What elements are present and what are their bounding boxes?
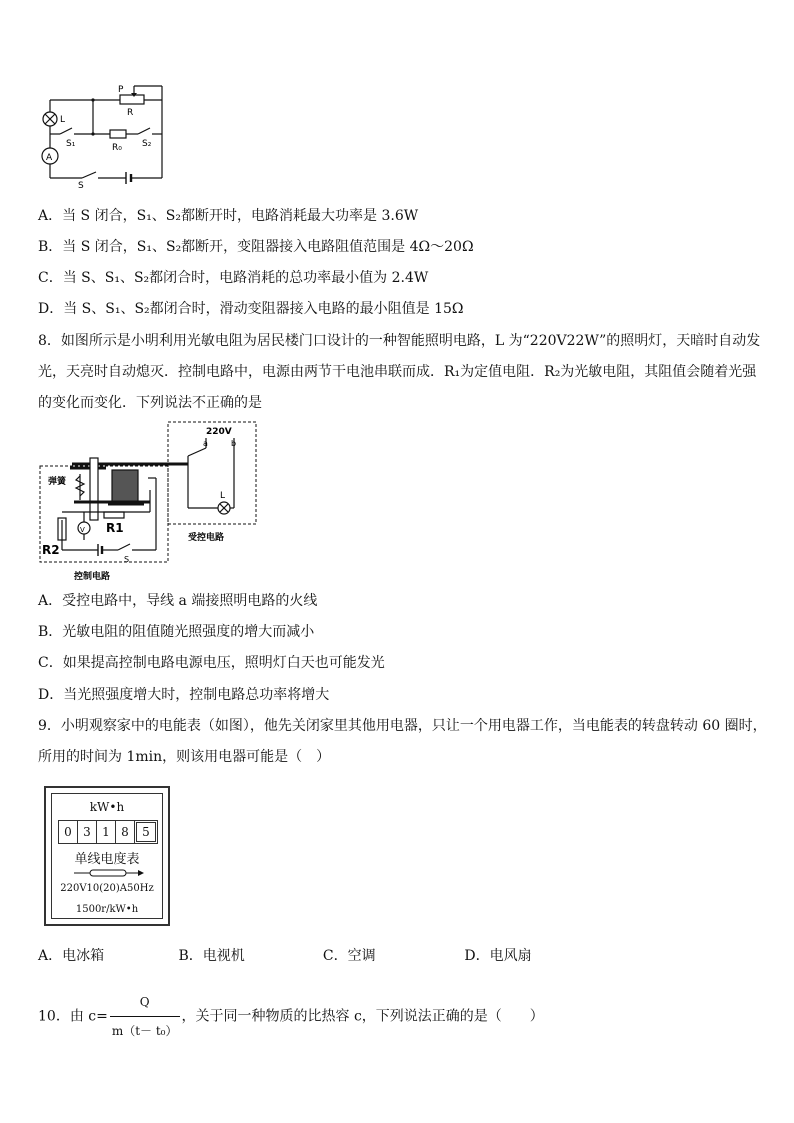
q9-option-c: C．空调 (322, 948, 376, 964)
q9-meter-digit: 0 (59, 821, 78, 843)
q8-label-spring: 弹簧 (48, 477, 67, 487)
q9-meter-unit: kW•h (89, 800, 125, 814)
q7-label-s1: S₁ (66, 139, 76, 149)
q8-text-line-1: 8．如图所示是小明利用光敏电阻为居民楼门口设计的一种智能照明电路，L 为“220V22W”的照明灯，天暗时自动发 (38, 333, 761, 349)
q8-label-r1: R1 (106, 521, 124, 535)
q7-option-d: D．当 S、S₁、S₂都闭合时，滑动变阻器接入电路的最小阻值是 15Ω (38, 301, 464, 317)
q10-suffix: ，关于同一种物质的比热容 c，下列说法正确的是（ ） (181, 1008, 544, 1025)
q8-label-220v: 220V (206, 427, 232, 437)
q9-meter-rating: 220V10(20)A50Hz (60, 883, 154, 894)
q10-numerator: Q (110, 988, 180, 1017)
q8-text-line-2: 光，天亮时自动熄灭．控制电路中，电源由两节干电池串联而成．R₁为定值电阻．R₂为光敏电阻，其阻值会随着光强 (38, 364, 757, 380)
q7-label-s: S (78, 181, 84, 190)
q8-option-d: D．当光照强度增大时，控制电路总功率将增大 (38, 687, 330, 703)
q9-text-line-1: 9．小明观察家中的电能表（如图），他先关闭家里其他用电器，只让一个用电器工作，当电能表的转盘转动 60 圈时， (38, 718, 767, 734)
q10-prefix: 10．由 c= (38, 1008, 108, 1025)
q8-label-v: V (80, 526, 85, 534)
q9-option-a: A．电冰箱 (38, 948, 105, 964)
q9-option-b: B．电视机 (178, 948, 245, 964)
q10-denominator: m（t－ t₀） (111, 1024, 178, 1038)
q7-label-l: L (60, 115, 66, 125)
q9-meter-digit: 8 (116, 821, 135, 843)
q7-label-a: A (46, 153, 53, 163)
q8-option-a: A．受控电路中，导线 a 端接照明电路的火线 (38, 593, 318, 609)
q9-meter-constant: 1500r/kW•h (75, 904, 139, 915)
q8-text-line-3: 的变化而变化．下列说法不正确的是 (38, 395, 262, 411)
q8-label-controlled-circuit: 受控电路 (188, 533, 225, 543)
q10-formula-fraction (110, 988, 180, 1045)
q10-text (38, 988, 544, 1045)
q7-option-a: A．当 S 闭合，S₁、S₂都断开时，电路消耗最大功率是 3.6W (38, 208, 419, 224)
q9-meter-title: 单线电度表 (74, 852, 140, 867)
q8-option-b: B．光敏电阻的阻值随光照强度的增大而减小 (38, 624, 315, 640)
q7-circuit-diagram (38, 82, 174, 190)
q8-label-a: a (203, 439, 208, 448)
q7-label-p: P (118, 85, 124, 95)
q8-label-b: b (231, 439, 237, 448)
q8-label-r2: R2 (42, 543, 60, 557)
q9-electricity-meter (44, 786, 170, 926)
q8-relay-circuit-diagram (38, 420, 260, 584)
q7-option-c: C．当 S、S₁、S₂都闭合时，电路消耗的总功率最小值为 2.4W (38, 270, 429, 286)
q7-label-r: R (127, 108, 134, 118)
q8-label-control-circuit: 控制电路 (74, 572, 111, 582)
q8-label-s: S (124, 555, 130, 564)
q9-meter-digit: 5 (136, 822, 156, 842)
q9-text-line-2: 所用的时间为 1min，则该用电器可能是（ ） (38, 749, 331, 765)
q7-option-b: B．当 S 闭合，S₁、S₂都断开，变阻器接入电路阻值范围是 4Ω～20Ω (38, 239, 474, 255)
q9-meter-digit: 1 (97, 821, 116, 843)
q9-option-d: D．电风扇 (464, 948, 532, 964)
q9-options (38, 945, 598, 965)
q8-label-l: L (220, 491, 226, 501)
q7-label-s2: S₂ (142, 139, 152, 149)
q7-label-r0: R₀ (112, 143, 122, 153)
q9-meter-disc-icon (72, 868, 144, 878)
q9-meter-digits (58, 820, 158, 844)
q9-meter-digit: 3 (78, 821, 97, 843)
q8-option-c: C．如果提高控制电路电源电压，照明灯白天也可能发光 (38, 655, 385, 671)
